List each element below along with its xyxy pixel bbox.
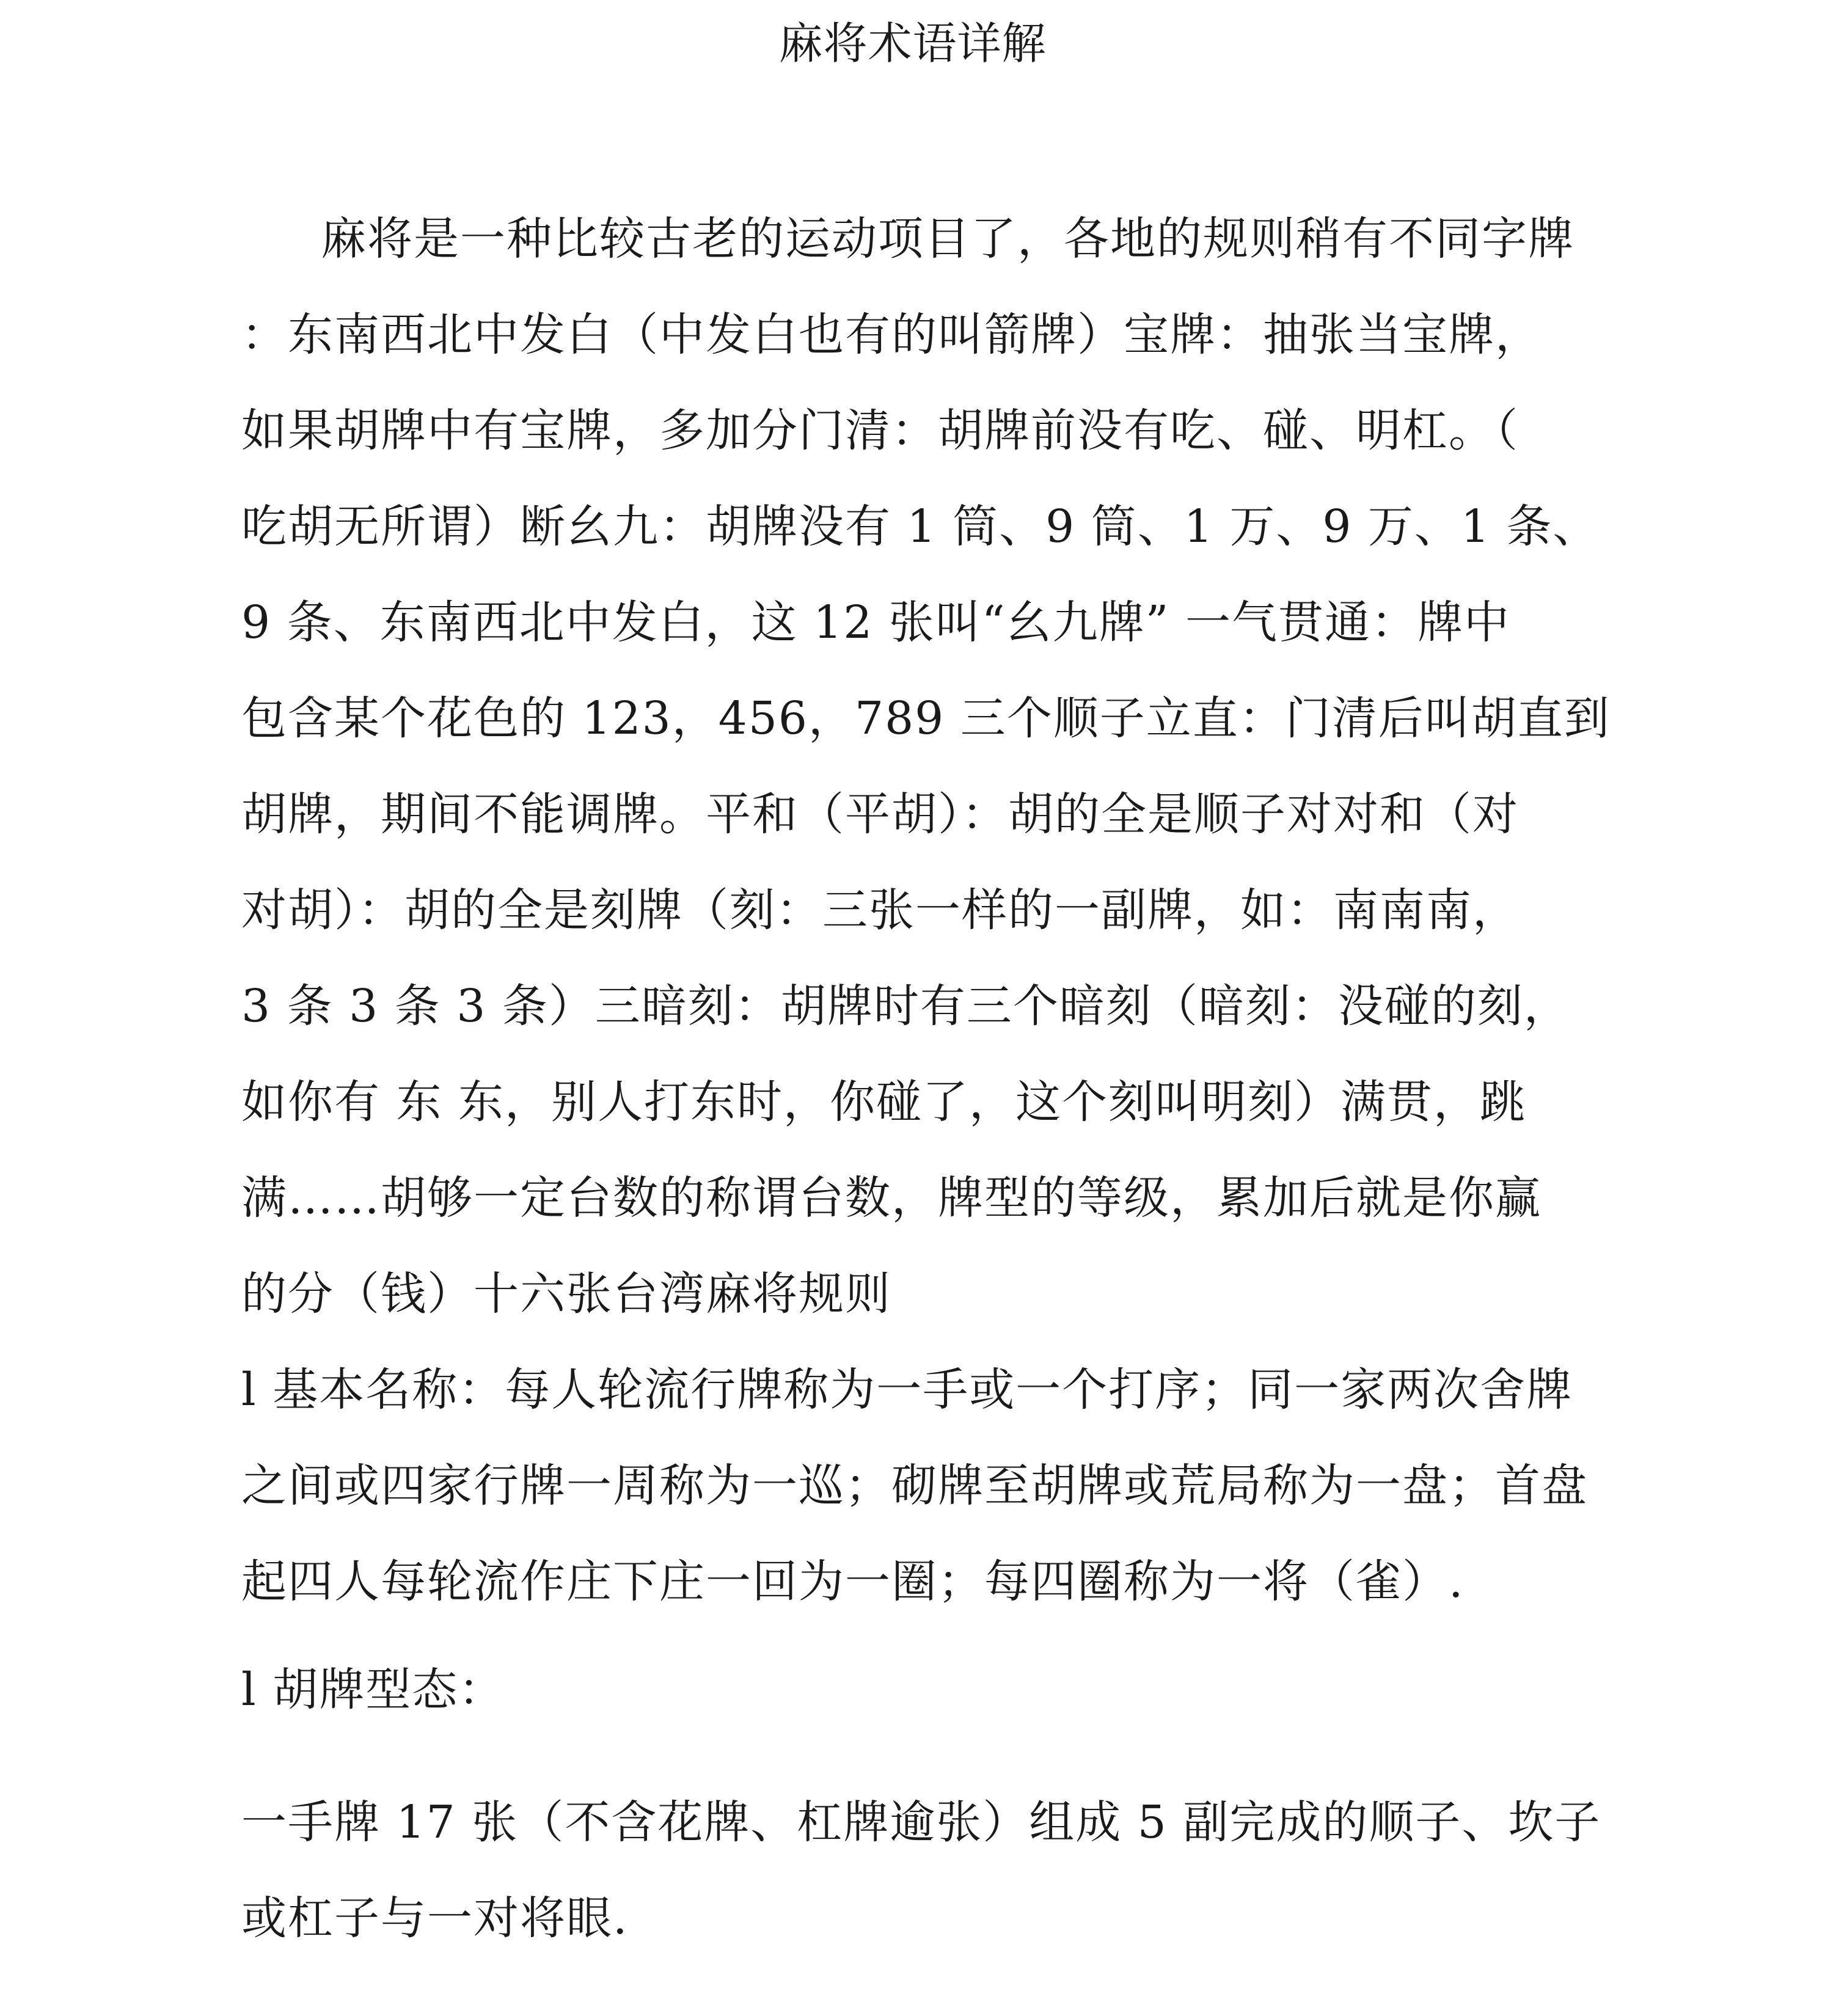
paragraph-basic-names [241,1342,1598,1630]
text-line: l 基本名称：每人轮流行牌称为一手或一个打序；同一家两次舍牌 [241,1364,1573,1416]
text-line: 的分（钱）十六张台湾麻将规则 [241,1268,891,1320]
text-line: 满……胡够一定台数的称谓台数，牌型的等级，累加后就是你赢 [241,1172,1542,1224]
text-line: 如果胡牌中有宝牌，多加分门清：胡牌前没有吃、碰、明杠。（ [241,404,1519,457]
section-heading: l 胡牌型态： [241,1664,505,1716]
text-line: 一手牌 17 张（不含花牌、杠牌逾张）组成 5 副完成的顺子、坎子 [241,1796,1601,1849]
text-line: 如你有 东 东，别人打东时，你碰了，这个刻叫明刻）满贯，跳 [241,1076,1527,1128]
text-line: 胡牌，期间不能调牌。平和（平胡）：胡的全是顺子对对和（对 [241,788,1519,841]
document-body [241,191,1611,1967]
text-line: 吃胡无所谓）断幺九：胡牌没有 1 筒、9 筒、1 万、9 万、1 条、 [241,500,1600,553]
text-line: 起四人每轮流作庄下庄一回为一圈；每四圈称为一将（雀）. [241,1555,1465,1608]
text-line: 麻将是一种比较古老的运动项目了，各地的规则稍有不同字牌 [321,213,1574,265]
text-line: 包含某个花色的 123，456，789 三个顺子立直：门清后叫胡直到 [241,692,1611,745]
text-line: 或杠子与一对将眼. [241,1892,629,1945]
text-line: 之间或四家行牌一周称为一巡；砌牌至胡牌或荒局称为一盘；首盘 [241,1459,1588,1512]
spacer [241,1738,1598,1775]
spacer [241,1630,1598,1642]
text-line: ：东南西北中发白（中发白也有的叫箭牌）宝牌：抽张当宝牌， [241,309,1542,361]
text-line: 对胡）：胡的全是刻牌（刻：三张一样的一副牌，如：南南南， [241,884,1519,937]
text-line: 3 条 3 条 3 条）三暗刻：胡牌时有三个暗刻（暗刻：没碰的刻， [241,980,1570,1032]
text-line: 9 条、东南西北中发白，这 12 张叫“幺九牌” 一气贯通：牌中 [241,596,1510,649]
paragraph-intro [241,191,1611,1342]
document-title: 麻将术语详解 [778,18,1047,69]
paragraph-hand-pattern [241,1775,1601,1967]
